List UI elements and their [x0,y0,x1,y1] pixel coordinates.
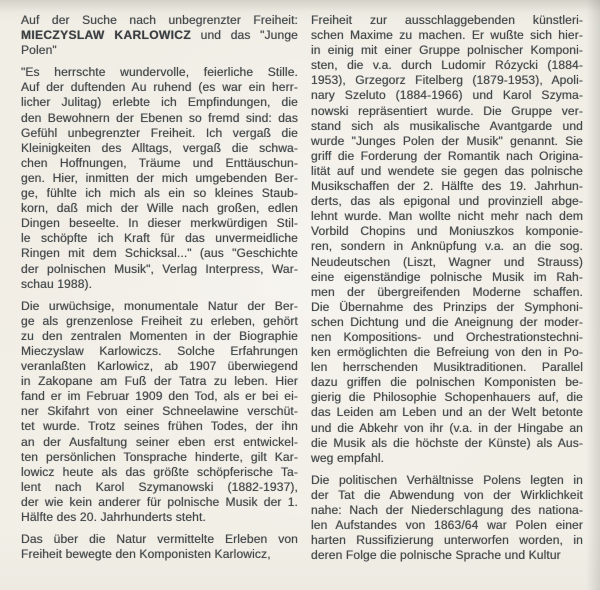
text-line: Das über die Natur vermittelte Erleben von [21,532,298,547]
text-line: nen Kompositions- und Orchestrationstechni- [311,329,583,344]
text-line: stand sich als musikalische Avantgarde und [311,118,583,133]
text-line: 1953), Grzegorz Fitelberg (1879-1953), Apoli- [311,73,583,88]
text-line: Die politischen Verhältnisse Polens legten in [311,472,583,487]
text-line: veranlaßten Karlowicz, ab 1907 überwiegend [21,359,298,374]
text-line: Kleinigkeiten des Alltags, vergaß die schwa- [21,140,298,155]
text-line: "Es herrschte wundervolle, feierliche Stille. [21,65,298,80]
text-line: Freiheit bewegte den Komponisten Karlowicz, [21,547,271,562]
text-line: lehnt wurde. Man wollte nicht mehr nach dem [311,209,583,224]
text-line: schen Dichtung und die Aneignung der moder- [311,314,583,329]
text-line: ge als grenzenlose Freiheit zu erleben, gehört [21,313,298,328]
text-line: Dingen beseelte. In dieser merkwürdigen Stil- [21,216,298,231]
text-line: men der übergreifenden Moderne schaffen. [311,284,583,299]
text-line: lität auf und wendete sie gegen das polnische [311,163,583,178]
text-line: und die Abkehr von ihr (v.a. in der Hingabe an [311,420,583,435]
text-line: lent nach Karol Szymanowski (1882-1937), [21,479,298,494]
text-line: nary Szeluto (1884-1966) und Karol Szyma- [311,88,583,103]
text-line: die Musik als die höchste der Künste) als Aus- [311,435,583,450]
text-line: der polnischen Musik", Verlag Interpress, War- [21,261,298,276]
text-line: ken ermöglichten die Befreiung von den in Po- [311,345,583,360]
text-line: Die Übernahme des Prinzips der Symphoni- [311,299,583,314]
text-line: gierig die Philosophie Schopenhauers auf, die [311,390,583,405]
text-line: derts, das als epigonal und provinziell abge- [311,194,583,209]
body-paragraph [21,65,298,291]
body-paragraph [311,473,583,564]
text-column-right [311,13,583,563]
text-line: in einig mit einer Gruppe polnischer Komponi- [311,43,583,58]
text-line: schau 1988). [21,276,93,291]
title-paragraph [21,13,298,58]
text-line: zu den zentralen Momenten in der Biographie [21,328,298,343]
text-line: Auf der duftenden Au ruhend (es war ein herr- [21,80,298,95]
text-line: Mieczyslaw Karlowiczs. Solche Erfahrungen [21,343,298,358]
text-line: chen Hoffnungen, Träume und Enttäuschun- [21,155,298,170]
text-line: ner Skifahrt von einer Schneelawine verschüt- [21,404,298,419]
text-line: Die urwüchsige, monumentale Natur der Ber- [21,298,298,313]
text-line: len herrschenden Musiktraditionen. Parallel [311,360,583,375]
text-line [21,28,298,43]
text-line: lowicz heute als das größte schöpferische Ta- [21,464,298,479]
text-line: wurde "Junges Polen der Musik" genannt. Sie [311,133,583,148]
text-line: fand er im Februar 1909 den Tod, als er bei ei- [21,389,298,404]
text-line: den Bewohnern der Ebenen so fremd sind: das [21,110,298,125]
text-line: Freiheit zur ausschlaggebenden künstleri- [311,13,583,27]
text-line: sten, die v.a. durch Ludomir Rózycki (1884- [311,58,583,73]
text-line: das Leiden am Leben und an der Welt betonte [311,405,583,420]
text-line: eine eigenständige polnische Musik im Rah- [311,269,583,284]
text-line: gen. Hier, inmitten der mich umgebenden Ber- [21,170,298,185]
text-line: der Tat die Abwendung von der Wirklichkeit [311,487,583,502]
text-line: Auf der Suche nach unbegrenzter Freiheit: [21,13,298,27]
text-line: Hälfte des 20. Jahrhunderts steht. [21,510,206,524]
heading-text: und das "Junge [191,28,298,43]
text-line: dazu griffen die polnischen Komponisten be- [311,375,583,390]
text-line: Ringen mit dem Schicksal..." (aus "Geschichte [21,246,298,261]
text-line: harten Russifizierung unterworfen worden, in [311,533,583,548]
text-line: tet wurde. Trotz seines frühen Todes, der ihn [21,419,298,434]
text-line: len Aufstandes von 1863/64 war Polen einer [311,518,583,533]
text-line: le schöpfte ich Kraft für das unvermeidliche [21,231,298,246]
text-line: weg empfahl. [311,450,385,465]
text-line: korn, daß mich der Wille nach großen, edlen [21,201,298,216]
text-line: ge, fühlte ich mich als ein so kleines Staub- [21,186,298,201]
text-line: schen Maxime zu machen. Er wußte sich hier- [311,28,583,43]
text-line: nowski repräsentiert wurde. Die Gruppe ver- [311,103,583,118]
text-line: deren Folge die polnische Sprache und Kultur [311,548,561,563]
text-line: in Zakopane am Fuß der Tatra zu leben. Hier [21,374,298,389]
composer-name-bold: MIECZYSLAW KARLOWICZ [21,28,192,43]
text-line: der wie kein anderer für polnische Musik der 1. [21,494,298,509]
text-line: Polen" [21,43,57,58]
body-paragraph [21,532,298,562]
text-line: Gefühl unbegrenzter Freiheit. Ich vergaß die [21,125,298,140]
text-line: nahe: Nach der Niederschlagung des nationa- [311,503,583,517]
text-line: Musikschaffen der 2. Hälfte des 19. Jahrhun- [311,179,583,194]
text-line: griff die Forderung der Romantik nach Origina- [311,148,583,163]
text-line: an der Ausfaltung seiner eben erst entwickel- [21,434,298,449]
text-column-left [21,13,298,562]
text-line: Vorbild Chopins und Moniuszkos komponie- [311,224,583,239]
text-line: licher Julitag) erlebte ich Empfindungen, die [21,95,298,110]
text-line: Neudeutschen (Liszt, Wagner und Strauss) [311,254,583,269]
body-paragraph [21,299,298,525]
text-line: ten persönlichen Tonsprache hinderte, gilt Kar- [21,449,298,464]
text-line: ren, sondern in Anknüpfung v.a. an die sog. [311,239,583,254]
body-paragraph [311,13,583,466]
